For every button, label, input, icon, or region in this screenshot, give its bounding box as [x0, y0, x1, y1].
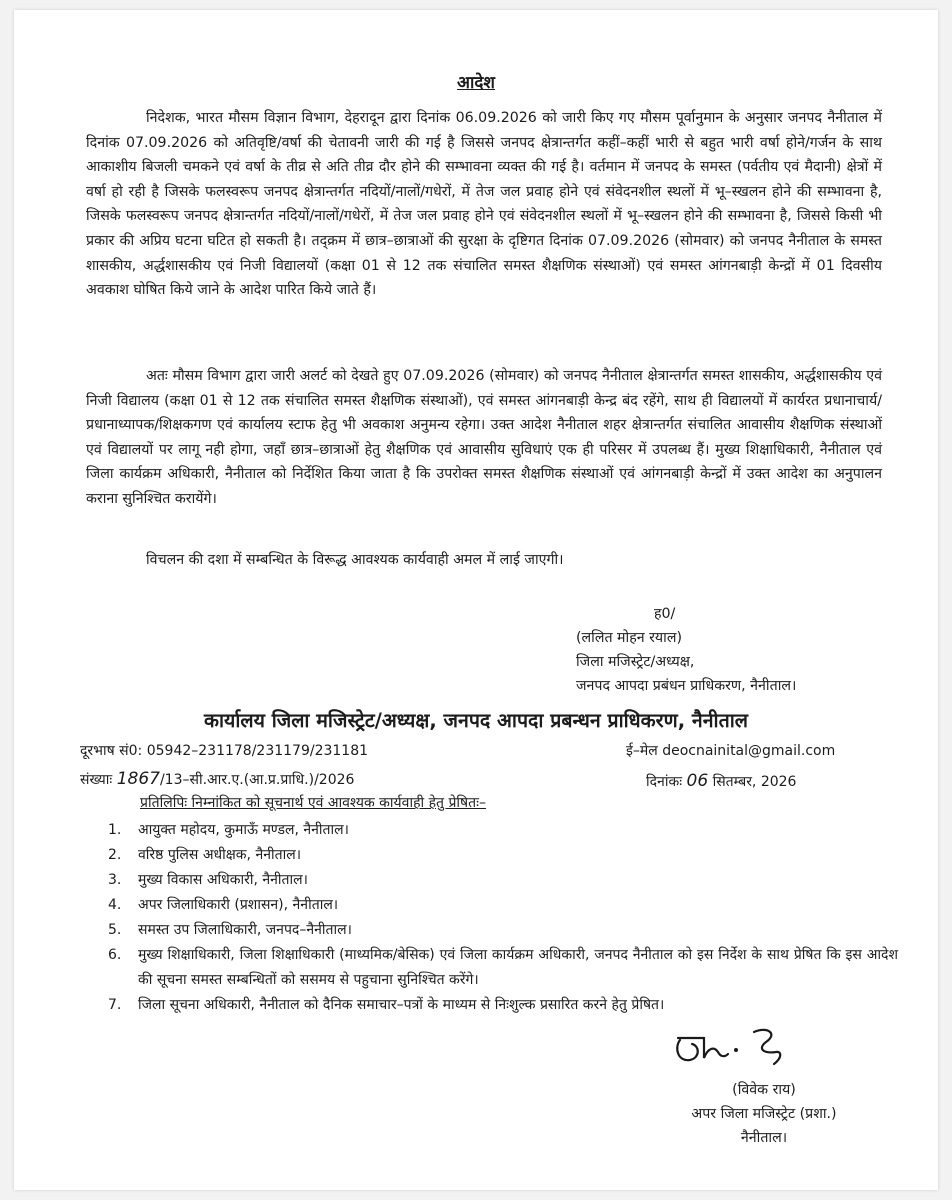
signatory-name: (ललित मोहन रयाल): [576, 630, 682, 646]
signatory-designation: अपर जिला मजिस्ट्रेट (प्रशा.): [691, 1106, 837, 1122]
copy-to-heading: प्रतिलिपिः निम्नांकित को सूचनार्थ एवं आवश्यक कार्यवाही हेतु प्रेषितः–: [140, 795, 486, 811]
date-label: दिनांकः: [646, 774, 683, 790]
reference-code: /13–सी.आर.ए.(आ.प्र.प्राधि.)/2026: [159, 772, 355, 788]
phone-label: दूरभाष सं0:: [80, 743, 143, 759]
list-item: 5. समस्त उप जिलाधिकारी, जनपद–नैनीताल।: [108, 922, 352, 938]
date-month-year: सितम्बर, 2026: [712, 774, 797, 790]
signatory-designation: जिला मजिस्ट्रेट/अध्यक्ष,: [576, 654, 695, 670]
handwritten-day: 06: [686, 771, 709, 791]
list-item: 3. मुख्य विकास अधिकारी, नैनीताल।: [108, 872, 308, 888]
document-page: [14, 10, 938, 1190]
order-title: आदेश: [457, 73, 495, 93]
office-header: कार्यालय जिला मजिस्ट्रेट/अध्यक्ष, जनपद आपदा प्रबन्धन प्राधिकरण, नैनीताल: [203, 709, 748, 732]
copy-recipient-list: [108, 818, 898, 1018]
signatory-office: जनपद आपदा प्रबंधन प्राधिकरण, नैनीताल।: [576, 678, 797, 694]
list-item: 2. वरिष्ठ पुलिस अधीक्षक, नैनीताल।: [108, 847, 302, 863]
email-label: ई–मेल: [626, 743, 658, 759]
issue-date: [646, 771, 796, 791]
signed-initial: ह0/: [654, 606, 676, 622]
signatory-place: नैनीताल।: [740, 1130, 788, 1146]
phone-number: 05942–231178/231179/231181: [146, 743, 369, 759]
list-item: 1. आयुक्त महोदय, कुमाऊँ मण्डल, नैनीताल।: [108, 822, 349, 838]
handwritten-number: 1867: [116, 769, 160, 789]
order-paragraph-3: विचलन की दशा में सम्बन्धित के विरूद्ध आवश्यक कार्यवाही अमल में लाई जाएगी।: [146, 552, 564, 568]
reference-label: संख्याः: [80, 772, 113, 788]
list-item: 6. मुख्य शिक्षाधिकारी, जिला शिक्षाधिकारी (माध्यमिक/बेसिक) एवं जिला कार्यक्रम अधिकारी, जनपद नैनीताल को इस निर्देश के साथ प्रेषित कि इस आदेश की सूचना समस्त सम्बन्धितों को ससमय से पहुचाना सुनिश्चित करेंगे।: [108, 947, 898, 988]
phone-line: [80, 741, 368, 760]
order-paragraph-1: निदेशक, भारत मौसम विज्ञान विभाग, देहरादून द्वारा दिनांक 06.09.2026 को जारी किए गए मौसम पूर्वानुमान के अनुसार जनपद नैनीताल में दिनांक 07.09.2026 को अतिवृष्टि/वर्षा की चेतावनी जारी की गई है जिससे जनपद क्षेत्रान्तर्गत कहीं–कहीं भारी से बहुत भारी वर्षा होने/गर्जन के साथ आकाशीय बिजली चमकने एवं वर्षा के तीव्र से अति तीव्र दौर होने की सम्भावना व्यक्त की गई है। वर्तमान में जनपद के समस्त (पर्वतीय एवं मैदानी) क्षेत्रों में वर्षा हो रही है जिसके फलस्वरूप जनपद क्षेत्रान्तर्गत नदियों/नालों/गधेरों, में तेज जल प्रवाह होने एवं संवेदनशील स्थलों में भू–स्खलन होने की सम्भावना है, जिसके फलस्वरूप जनपद क्षेत्रान्तर्गत नदियों/नालों/गधेरों, में तेज जल प्रवाह होने एवं संवेदनशील स्थलों में भू–स्खलन होने की सम्भावना है, जिससे किसी भी प्रकार की अप्रिय घटना घटित हो सकती है। तद्क्रम में छात्र–छात्राओं की सुरक्षा के दृष्टिगत दिनांक 07.09.2026 (सोमवार) को जनपद नैनीताल के समस्त शासकीय, अर्द्धशासकीय एवं निजी विद्यालयों (कक्षा 01 से 12 तक संचालित समस्त शैक्षणिक संस्थाओं) एवं समस्त आंगनबाड़ी केन्द्रों में 01 दिवसीय अवकाश घोषित किये जाने के आदेश पारित किये जाते हैं।: [86, 110, 882, 299]
handwritten-signature: [670, 1018, 790, 1074]
list-item: 4. अपर जिलाधिकारी (प्रशासन), नैनीताल।: [108, 897, 339, 913]
district-magistrate-signature-block: [576, 602, 896, 698]
list-item: 7. जिला सूचना अधिकारी, नैनीताल को दैनिक समाचार–पत्रों के माध्यम से निःशुल्क प्रसारित करने हेतु प्रेषित।: [108, 997, 665, 1013]
reference-number: [80, 769, 354, 789]
email-line: [626, 741, 835, 760]
order-paragraph-2: अतः मौसम विभाग द्वारा जारी अलर्ट को देखते हुए 07.09.2026 (सोमवार) को जनपद नैनीताल क्षेत्रान्तर्गत समस्त शासकीय, अर्द्धशासकीय एवं निजी विद्यालय (कक्षा 01 से 12 तक संचालित समस्त शैक्षणिक संस्थाओं), एवं समस्त आंगनबाड़ी केन्द्र बंद रहेंगे, साथ ही विद्यालयों में कार्यरत प्रधानाचार्य/प्रधानाध्यापक/शिक्षकगण एवं कार्यालय स्टाफ हेतु भी अवकाश अनुमन्य रहेगा। उक्त आदेश नैनीताल शहर क्षेत्रान्तर्गत संचालित आवासीय शैक्षणिक संस्थाओं एवं विद्यालयों पर लागू नही होगा, जहाँ छात्र–छात्राओं हेतु शैक्षणिक एवं आवासीय सुविधाएं एक ही परिसर में उपलब्ध हैं। मुख्य शिक्षाधिकारी, नैनीताल एवं जिला कार्यक्रम अधिकारी, नैनीताल को निर्देशित किया जाता है कि उपरोक्त समस्त शैक्षणिक संस्थाओं एवं आंगनबाड़ी केन्द्रों में उक्त आदेश का अनुपालन कराना सुनिश्चित करायेंगे।: [86, 368, 882, 507]
signatory-name: (विवेक राय): [732, 1082, 796, 1098]
signature-scribble: [670, 1018, 790, 1070]
additional-magistrate-signature-block: [614, 1078, 914, 1150]
email-address: deocnainital@gmail.com: [662, 743, 836, 759]
